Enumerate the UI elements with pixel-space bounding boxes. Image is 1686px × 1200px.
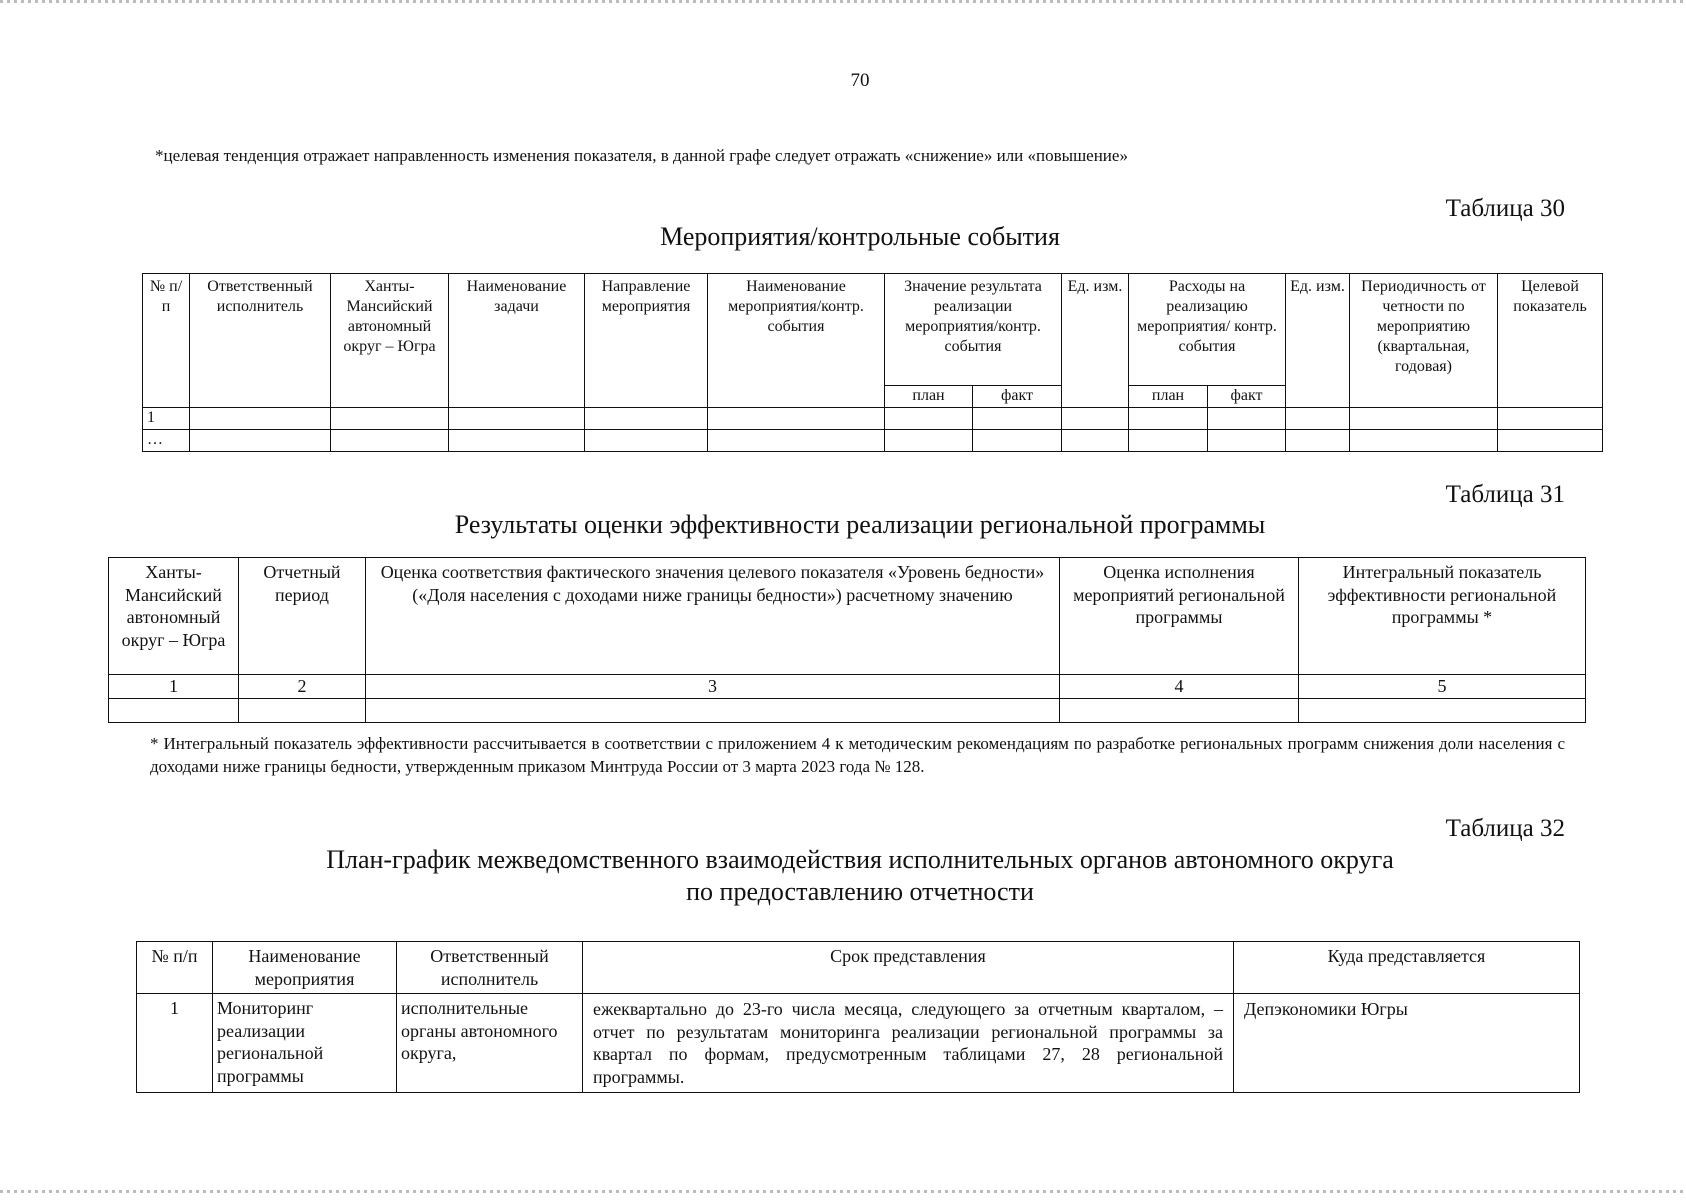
t32-header-num: № п/п — [137, 942, 213, 994]
table32-title-line2: по предоставлению отчетности — [686, 877, 1034, 906]
t30-row-num: 1 — [143, 408, 190, 430]
t31-col-number: 3 — [366, 675, 1060, 699]
t32-header-event: Наименование мероприятия — [213, 942, 397, 994]
t31-header-region: Ханты-Мансийский автономный округ – Югра — [109, 558, 239, 675]
t30-header-result-value: Значение результата реализации мероприятия/контр. события — [885, 274, 1062, 386]
t30-header-expenses: Расходы на реализацию мероприятия/ контр. события — [1129, 274, 1286, 386]
table31-label: Таблица 31 — [1445, 481, 1565, 508]
t30-header-fact1: факт — [973, 386, 1062, 408]
table-31 — [108, 557, 1586, 723]
t32-row-num: 1 — [137, 994, 213, 1093]
table-row — [143, 430, 1603, 452]
table-row — [137, 994, 1580, 1093]
table31-footnote: * Интегральный показатель эффективности рассчитывается в соответствии с приложением 4 к методическим рекомендациям по разработке региональных программ снижения доли населения с доходами ниже границы бедности, утвержденным приказом Минтруда России от 3 марта 2023 года № 128. — [150, 734, 1565, 776]
t30-header-unit2: Ед. изм. — [1286, 274, 1350, 408]
t30-header-num: № п/п — [143, 274, 190, 408]
scan-border-top — [0, 0, 1686, 3]
table30-label: Таблица 30 — [1445, 195, 1565, 222]
t32-row-executor: исполнительные органы автономного округа, — [397, 994, 583, 1093]
t30-header-executor: Ответственный исполнитель — [190, 274, 331, 408]
t30-header-direction: Направление мероприятия — [585, 274, 708, 408]
t30-header-region: Ханты-Мансийский автономный округ – Югра — [331, 274, 449, 408]
t30-row-num: … — [143, 430, 190, 452]
table30-title: Мероприятия/контрольные события — [660, 222, 1060, 251]
table-row — [143, 408, 1603, 430]
t31-col-number: 1 — [109, 675, 239, 699]
scan-border-bottom — [0, 1190, 1686, 1193]
t30-header-fact2: факт — [1208, 386, 1286, 408]
t30-header-unit1: Ед. изм. — [1062, 274, 1129, 408]
t31-col-number: 5 — [1299, 675, 1586, 699]
t31-header-period: Отчетный период — [239, 558, 366, 675]
t32-header-deadline: Срок представления — [583, 942, 1234, 994]
t30-header-task: Наименование задачи — [449, 274, 585, 408]
target-trend-footnote: *целевая тенденция отражает направленность изменения показателя, в данной графе следует отражать «снижение» или «повышение» — [155, 146, 1128, 165]
table-row — [109, 698, 1586, 722]
t30-header-target: Целевой показатель — [1498, 274, 1603, 408]
table32-label: Таблица 32 — [1445, 815, 1565, 842]
t30-header-event-name: Наименование мероприятия/контр. события — [708, 274, 885, 408]
t30-header-plan1: план — [885, 386, 973, 408]
t31-col-number: 4 — [1060, 675, 1299, 699]
table31-title: Результаты оценки эффективности реализации региональной программы — [454, 510, 1266, 539]
page-number: 70 — [850, 70, 870, 91]
t30-header-periodicity: Периодичность от четности по мероприятию (квартальная, годовая) — [1350, 274, 1498, 408]
table32-title-line1: План-график межведомственного взаимодействия исполнительных органов автономного округа — [326, 845, 1394, 874]
t32-row-destination: Депэкономики Югры — [1234, 994, 1580, 1093]
t31-col-number: 2 — [239, 675, 366, 699]
t32-header-executor: Ответственный исполнитель — [397, 942, 583, 994]
table-32 — [136, 941, 1580, 1093]
t30-header-plan2: план — [1129, 386, 1208, 408]
t31-header-assessment: Оценка соответствия фактического значения целевого показателя «Уровень бедности» («Доля населения с доходами ниже границы бедности») расчетному значению — [366, 558, 1060, 675]
t31-header-integral: Интегральный показатель эффективности региональной программы * — [1299, 558, 1586, 675]
t31-header-events-assessment: Оценка исполнения мероприятий региональной программы — [1060, 558, 1299, 675]
t32-header-destination: Куда представляется — [1234, 942, 1580, 994]
table-30 — [142, 273, 1603, 452]
t32-row-deadline: ежеквартально до 23-го числа месяца, следующего за отчетным кварталом, – отчет по результатам мониторинга реализации региональной программы за квартал по формам, предусмотренным таблицами 27, 28 региональной программы. — [583, 994, 1234, 1093]
t32-row-event: Мониторинг реализации региональной программы — [213, 994, 397, 1093]
